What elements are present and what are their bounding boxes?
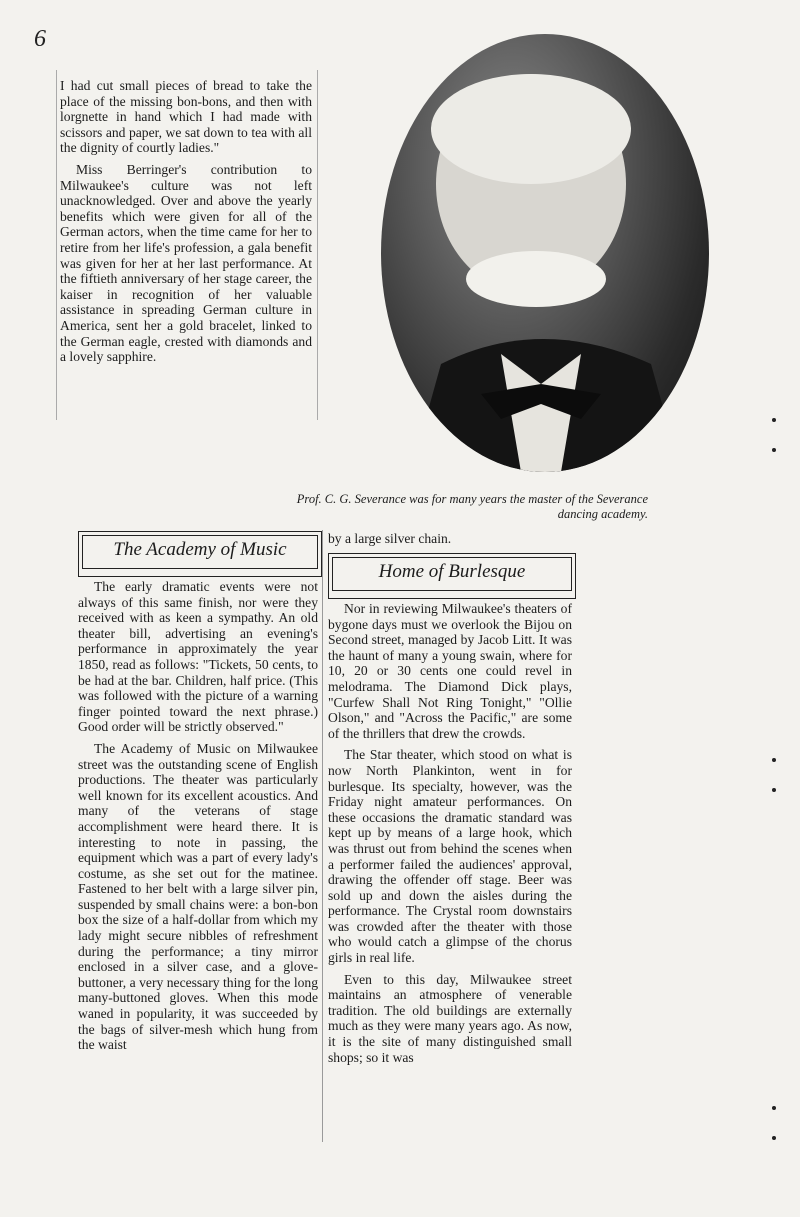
burlesque-headline: Home of Burlesque (332, 557, 572, 591)
academy-headline-box (78, 531, 322, 577)
continuation-line (328, 531, 570, 553)
burlesque-paragraph-1: Nor in reviewing Milwaukee's theaters of bygone days must we overlook the Bijou on Second street, managed by Jacob Litt. It was the haunt of many a young swain, where for 10, 20 or 30 cents one could revel in melodrama. The Diamond Dick plays, "Curfew Shall Not Ring Tonight," "Ollie Olson," and "Across the Pacific," are some of the thrillers that drew the crowds. (328, 601, 572, 741)
academy-paragraph-2: The Academy of Music on Milwaukee street was the outstanding scene of English productions. The theater was particularly well known for its excellent acoustics. And many of the veterans of stage accomplishment were heard there. It is interesting to note in passing, the equipment which was a part of every lady's costume, as she set out for the matinee. Fastened to her belt with a large silver pin, suspended by small chains were: a bon-bon box the size of a half-dollar from which my lady might secure nibbles of refreshment during the performance; a tiny mirror enclosed in a silver case, and a glove-buttoner, a very necessary thing for the long many-buttoned gloves. When this mode waned in popularity, it was succeeded by the bags of silver-mesh which hung from the waist (78, 740, 318, 1053)
page-number: 6 (34, 26, 46, 52)
margin-mark (772, 788, 776, 792)
top-paragraph-2: Miss Berringer's contribution to Milwaukee's culture was not left unacknowledged. Over and above the yearly benefits which were given for all of the German actors, when the time came for her to retire from her life's profession, a gala benefit was given for her at her last performance. At the fiftieth anniversary of her stage career, the kaiser in recognition of her valuable assistance in spreading German culture in America, sent her a gold bracelet, linked to the German eagle, crested with diamonds and a lovely sapphire. (60, 161, 312, 365)
portrait-illustration (381, 34, 709, 472)
portrait-photo (381, 34, 709, 472)
column-divider (322, 530, 323, 1142)
burlesque-headline-box (328, 553, 576, 599)
margin-mark (772, 448, 776, 452)
margin-mark (772, 758, 776, 762)
margin-mark (772, 1106, 776, 1110)
burlesque-paragraph-3: Even to this day, Milwaukee street maintains an atmosphere of venerable tradition. The old buildings are externally much as they were many years ago. As now, it is the site of many distinguished small shops; so it was (328, 971, 572, 1065)
burlesque-paragraph-2: The Star theater, which stood on what is now North Plankinton, went in for burlesque. Its specialty, however, was the Friday night amateur performances. On these occasions the dramatic standard was kept up by means of a large hook, which was thrust out from behind the scenes when a performer failed the audiences' approval, drawing the offender off stage. Beer was sold up and down the aisles during the performance. The Crystal room downstairs was crowded after the theater with those who would catch a glimpse of the chorus girls in real life. (328, 747, 572, 966)
top-column (60, 78, 312, 371)
portrait-caption: Prof. C. G. Severance was for many years the master of the Severance dancing academy. (296, 492, 648, 521)
academy-column (78, 579, 318, 1059)
top-paragraph-1: I had cut small pieces of bread to take the place of the missing bon-bons, and then with lorgnette in hand which I had made with scissors and paper, we sat down to tea with all the dignity of courtly ladies." (60, 78, 312, 156)
margin-mark (772, 418, 776, 422)
academy-paragraph-1: The early dramatic events were not always of this same finish, nor were they received with as keen a sympathy. An old theater bill, advertising an evening's performance in approximately the year 1850, read as follows: "Tickets, 50 cents, to be had at the bar. Children, half price. (This was followed with the picture of a warning finger pointed toward the next phrase.) Good order will be strictly observed." (78, 579, 318, 735)
burlesque-column (328, 601, 572, 1071)
continuation-text: by a large silver chain. (328, 531, 452, 546)
academy-headline: The Academy of Music (82, 535, 318, 569)
margin-mark (772, 1136, 776, 1140)
